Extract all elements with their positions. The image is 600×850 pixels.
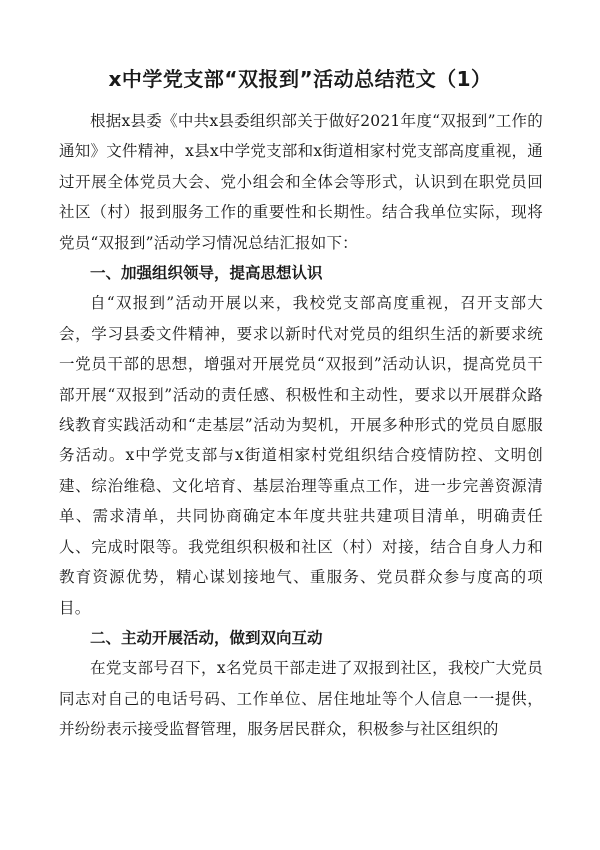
section-paragraph-2: 在党支部号召下，x名党员干部走进了双报到社区，我校广大党员同志对自己的电话号码、工作单位、居住地址等个人信息一一提供，并纷纷表示接受监督管理，服务居民群众，积极参与社区组织的 [59, 659, 543, 739]
section-paragraph-1: 自“双报到”活动开展以来，我校党支部高度重视，召开支部大会，学习县委文件精神，要求以新时代对党员的组织生活的新要求统一党员干部的思想，增强对开展党员“双报到”活动认识，提高党员干部开展“双报到”活动的责任感、积极性和主动性，要求以开展群众路线教育实践活动和“走基层”活动为契机，开展多种形式的党员自愿服务活动。x中学党支部与x街道相家村党组织结合疫情防控、文明创建、综治维稳、文化培育、基层治理等重点工作，进一步完善资源清单、需求清单，共同协商确定本年度共驻共建项目清单，明确责任人、完成时限等。我党组织积极和社区（村）对接，结合自身人力和教育资源优势，精心谋划接地气、重服务、党员群众参与度高的项目。 [59, 294, 543, 617]
intro-paragraph: 根据x县委《中共x县委组织部关于做好2021年度“双报到”工作的通知》文件精神，x县x中学党支部和x街道相家村党支部高度重视，通过开展全体党员大会、党小组会和全体会等形式，认识到在职党员回社区（村）报到服务工作的重要性和长期性。结合我单位实际，现将党员“双报到”活动学习情况总结汇报如下： [59, 112, 543, 252]
section-heading-1: 一、加强组织领导，提高思想认识 [90, 264, 323, 283]
document-body [59, 106, 543, 745]
section-heading-2: 二、主动开展活动，做到双向互动 [90, 628, 323, 647]
document-title: x中学党支部“双报到”活动总结范文（1） [108, 67, 492, 91]
